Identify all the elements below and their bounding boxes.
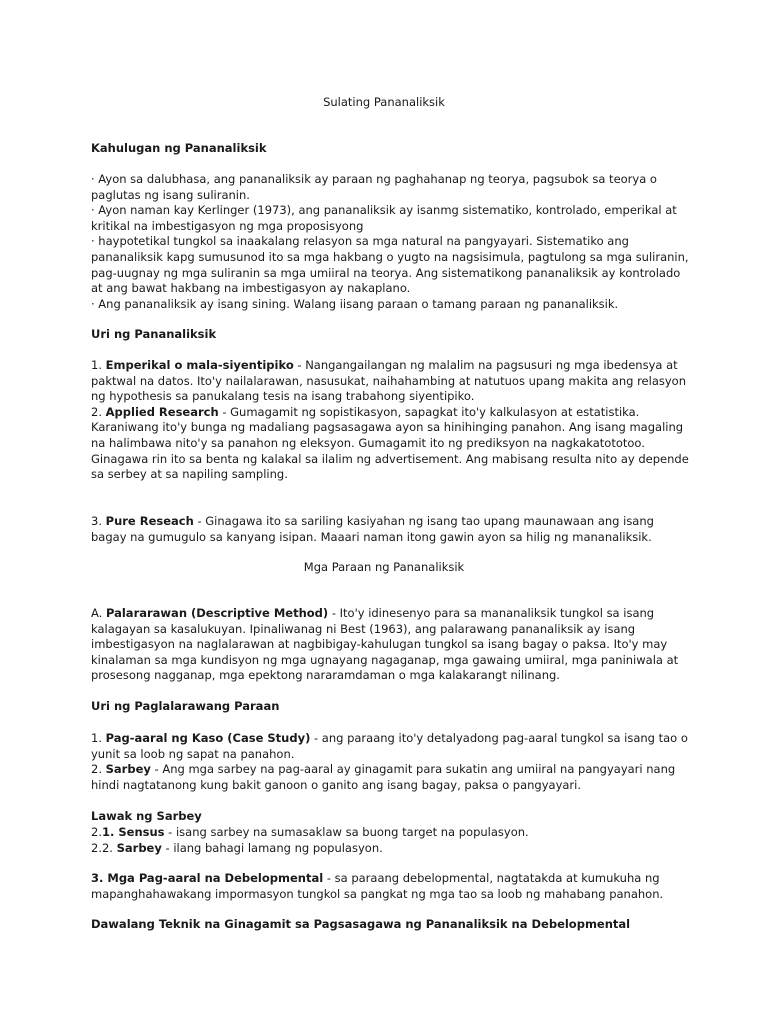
uri-body [91, 358, 691, 483]
document-title: Sulating Pananaliksik [323, 95, 445, 109]
kahulugan-line-4: · Ang pananaliksik ay isang sining. Walang iisang paraan o tamang paraan ng pananaliksik. [91, 296, 619, 311]
paraan-item-a: A. Palararawan (Descriptive Method) - Ito'y idinesenyo para sa mananaliksik tungkol sa isang kalagayan sa kasalukuyan. Ipinaliwanag ni Best (1963), ang palarawang pananaliksik ay isang imbestigasyon na naglalarawan at nagbibigay-kahulugan tungkol sa isang bagay o paksa. Ito'y may kinalaman sa mga kundisyon ng mga ugnayang nagaganap, mga gawaing umiiral, mga paniniwala at prosesong nagganap, mga epektong nararamdaman o mga kalakarangt nilinang. [91, 606, 679, 683]
uri-item-3-block [91, 514, 691, 545]
lawak-body [91, 825, 691, 856]
paglalarawan-item-2: 2. Sarbey - Ang mga sarbey na pag-aaral ay ginagamit para sukatin ang umiiral na pangyayari nang hindi nagtatanong kung bakit ganoon o ganito ang isang bagay, paksa o pangyayari. [91, 762, 676, 792]
heading-uri-paglalarawan: Uri ng Paglalarawang Paraan [91, 699, 280, 713]
paglalarawan-body [91, 731, 691, 793]
heading-dawalang-teknik: Dawalang Teknik na Ginagamit sa Pagsasagawa ng Pananaliksik na Debelopmental [91, 917, 631, 931]
heading-mga-paraan: Mga Paraan ng Pananaliksik [303, 560, 465, 574]
kahulugan-line-1: · Ayon sa dalubhasa, ang pananaliksik ay paraan ng paghahanap ng teorya, pagsubok sa teorya o paglutas ng isang suliranin. [91, 172, 657, 202]
heading-lawak: Lawak ng Sarbey [91, 809, 202, 823]
kahulugan-line-2: · Ayon naman kay Kerlinger (1973), ang pananaliksik ay isanmg sistematiko, kontrolado, emperikal at kritikal na imbestigasyon ng mga proposisyong [91, 203, 677, 233]
uri-item-3: 3. Pure Reseach - Ginagawa ito sa sariling kasiyahan ng isang tao upang maunawaan ang isang bagay na gumugulo sa kanyang isipan. Maaari naman itong gawin ayon sa hilig ng mananaliksik. [91, 514, 654, 544]
paglalarawan-item-1: 1. Pag-aaral ng Kaso (Case Study) - ang paraang ito'y detalyadong pag-aaral tungkol sa isang tao o yunit sa loob ng sapat na panahon. [91, 731, 688, 761]
heading-kahulugan: Kahulugan ng Pananaliksik [91, 141, 267, 155]
lawak-item-2: 2.2. Sarbey - ilang bahagi lamang ng populasyon. [91, 840, 383, 855]
heading-uri: Uri ng Pananaliksik [91, 327, 217, 341]
uri-item-1: 1. Emperikal o mala-siyentipiko - Nangangailangan ng malalim na pagsusuri ng mga ibedensya at paktwal na datos. Ito'y nailalarawan, nasusukat, naihahambing at natutuos upang makita ang relasyon ng hypothesis sa panukalang tesis na isang trabahong siyentipiko. [91, 358, 686, 404]
uri-item-2: 2. Applied Research - Gumagamit ng sopistikasyon, sapagkat ito'y kalkulasyon at estatistika. Karaniwang ito'y bunga ng madaliang pagsasagawa ayon sa hinihinging panahon. Ang isang magaling na halimbawa nito'y sa panahon ng eleksyon. Gumagamit ito ng prediksyon na nagkakatototoo. Ginagawa rin ito sa benta ng kalakal sa ilalim ng advertisement. Ang mabisang resulta nito ay depende sa serbey at sa napiling sampling. [91, 404, 689, 482]
debelopmental-item: 3. Mga Pag-aaral na Debelopmental - sa paraang debelopmental, nagtatakda at kumukuha ng mapanghahawakang impormasyon tungkol sa pangkat ng mga tao sa loob ng mahabang panahon. [91, 871, 664, 901]
paraan-body [91, 606, 691, 684]
kahulugan-line-3: · haypotetikal tungkol sa inaakalang relasyon sa mga natural na pangyayari. Sistematiko ang pananaliksik kapg sumusunod ito sa mga hakbang o yugto na nagsisimula, pagtulong sa mga suliranin, pag-uugnay ng mga suliranin sa mga umiiral na teorya. Ang sistematikong pananaliksik ay kontrolado at ang bawat hakbang na imbestigasyon ay nakaplano. [91, 234, 689, 296]
kahulugan-body [91, 172, 691, 312]
debelopmental-body [91, 871, 691, 902]
lawak-item-1: 2.1. Sensus - isang sarbey na sumasaklaw sa buong target na populasyon. [91, 825, 529, 839]
